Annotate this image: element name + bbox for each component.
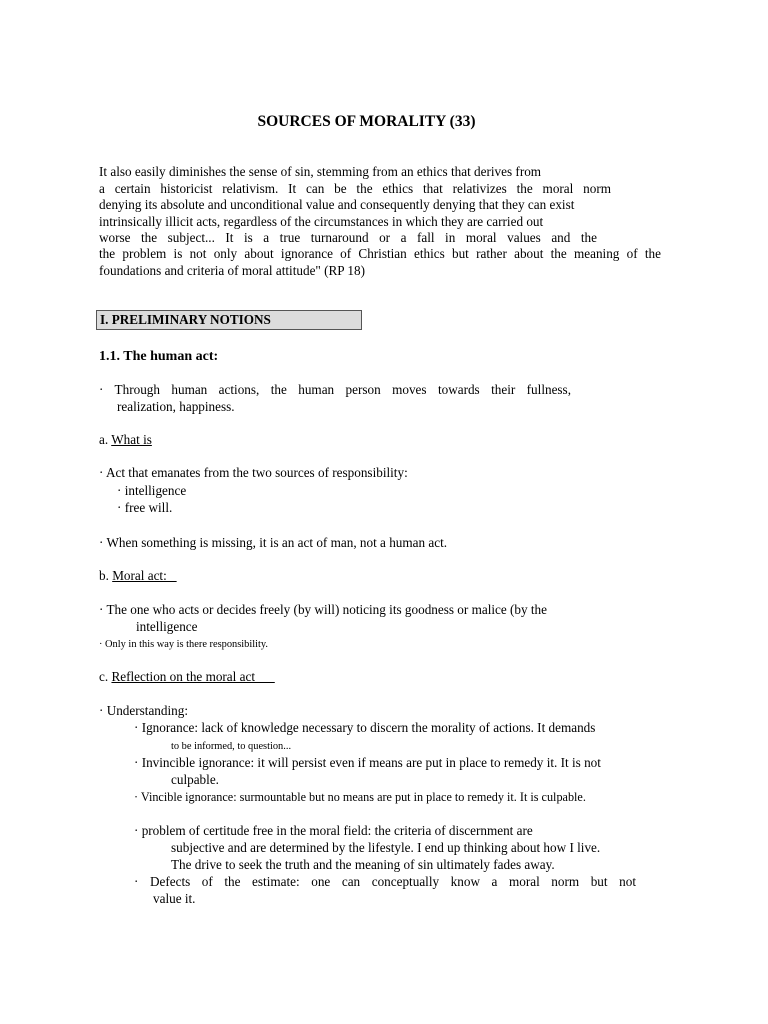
subsection-heading: 1.1. The human act: [99, 349, 219, 364]
item-heading-text: Reflection on the moral act [111, 669, 275, 684]
list-item: · Invincible ignorance: it will persist even if means are put in place to remedy it. It is not [134, 755, 601, 770]
list-item: intelligence [136, 619, 198, 634]
list-item: subjective and are determined by the lifestyle. I end up thinking about how I live. [171, 840, 601, 855]
item-heading-text: Moral act: [112, 568, 177, 583]
intro-line: the problem is not only about ignorance of Christian ethics but rather about the meaning of the [99, 246, 661, 261]
item-heading-text: What is [111, 432, 152, 447]
item-letter: a. [99, 432, 109, 447]
intro-line: a certain historicist relativism. It can be the ethics that relativizes the moral norm [99, 181, 611, 196]
list-item: · When something is missing, it is an act of man, not a human act. [99, 535, 448, 550]
list-item: · Vincible ignorance: surmountable but no means are put in place to remedy it. It is culpable. [134, 790, 586, 804]
intro-line: intrinsically illicit acts, regardless of the circumstances in which they are carried out [99, 214, 544, 229]
list-item: · The one who acts or decides freely (by will) noticing its goodness or malice (by the [99, 602, 548, 617]
paragraph-line: realization, happiness. [117, 399, 235, 414]
intro-line: worse the subject... It is a true turnaround or a fall in moral values and the [99, 230, 597, 245]
intro-line: denying its absolute and unconditional value and consequently denying that they can exist [99, 197, 575, 212]
list-item: · Defects of the estimate: one can conceptually know a moral norm but not [134, 874, 636, 889]
list-item: · Only in this way is there responsibility. [99, 639, 269, 650]
item-b-heading [99, 567, 177, 584]
list-item: culpable. [171, 772, 219, 787]
section-heading: I. PRELIMINARY NOTIONS [100, 312, 271, 327]
item-letter: c. [99, 669, 109, 684]
item-a-heading [99, 431, 152, 448]
list-item: · Understanding: [99, 703, 188, 718]
list-item: · problem of certitude free in the moral field: the criteria of discernment are [134, 823, 533, 838]
list-item: to be informed, to question... [171, 741, 292, 752]
list-item: · intelligence [117, 483, 187, 498]
list-item: value it. [153, 891, 196, 906]
page-title: SOURCES OF MORALITY (33) [257, 113, 476, 130]
paragraph-line: · Through human actions, the human person moves towards their fullness, [99, 382, 571, 397]
intro-line: foundations and criteria of moral attitude" (RP 18) [99, 263, 366, 278]
list-item: · Act that emanates from the two sources of responsibility: [99, 465, 408, 480]
item-letter: b. [99, 568, 109, 583]
intro-line: It also easily diminishes the sense of sin, stemming from an ethics that derives from [99, 164, 542, 179]
list-item: · free will. [117, 500, 173, 515]
list-item: The drive to seek the truth and the meaning of sin ultimately fades away. [171, 857, 555, 872]
list-item: · Ignorance: lack of knowledge necessary to discern the morality of actions. It demands [134, 720, 596, 735]
item-c-heading [99, 668, 275, 685]
